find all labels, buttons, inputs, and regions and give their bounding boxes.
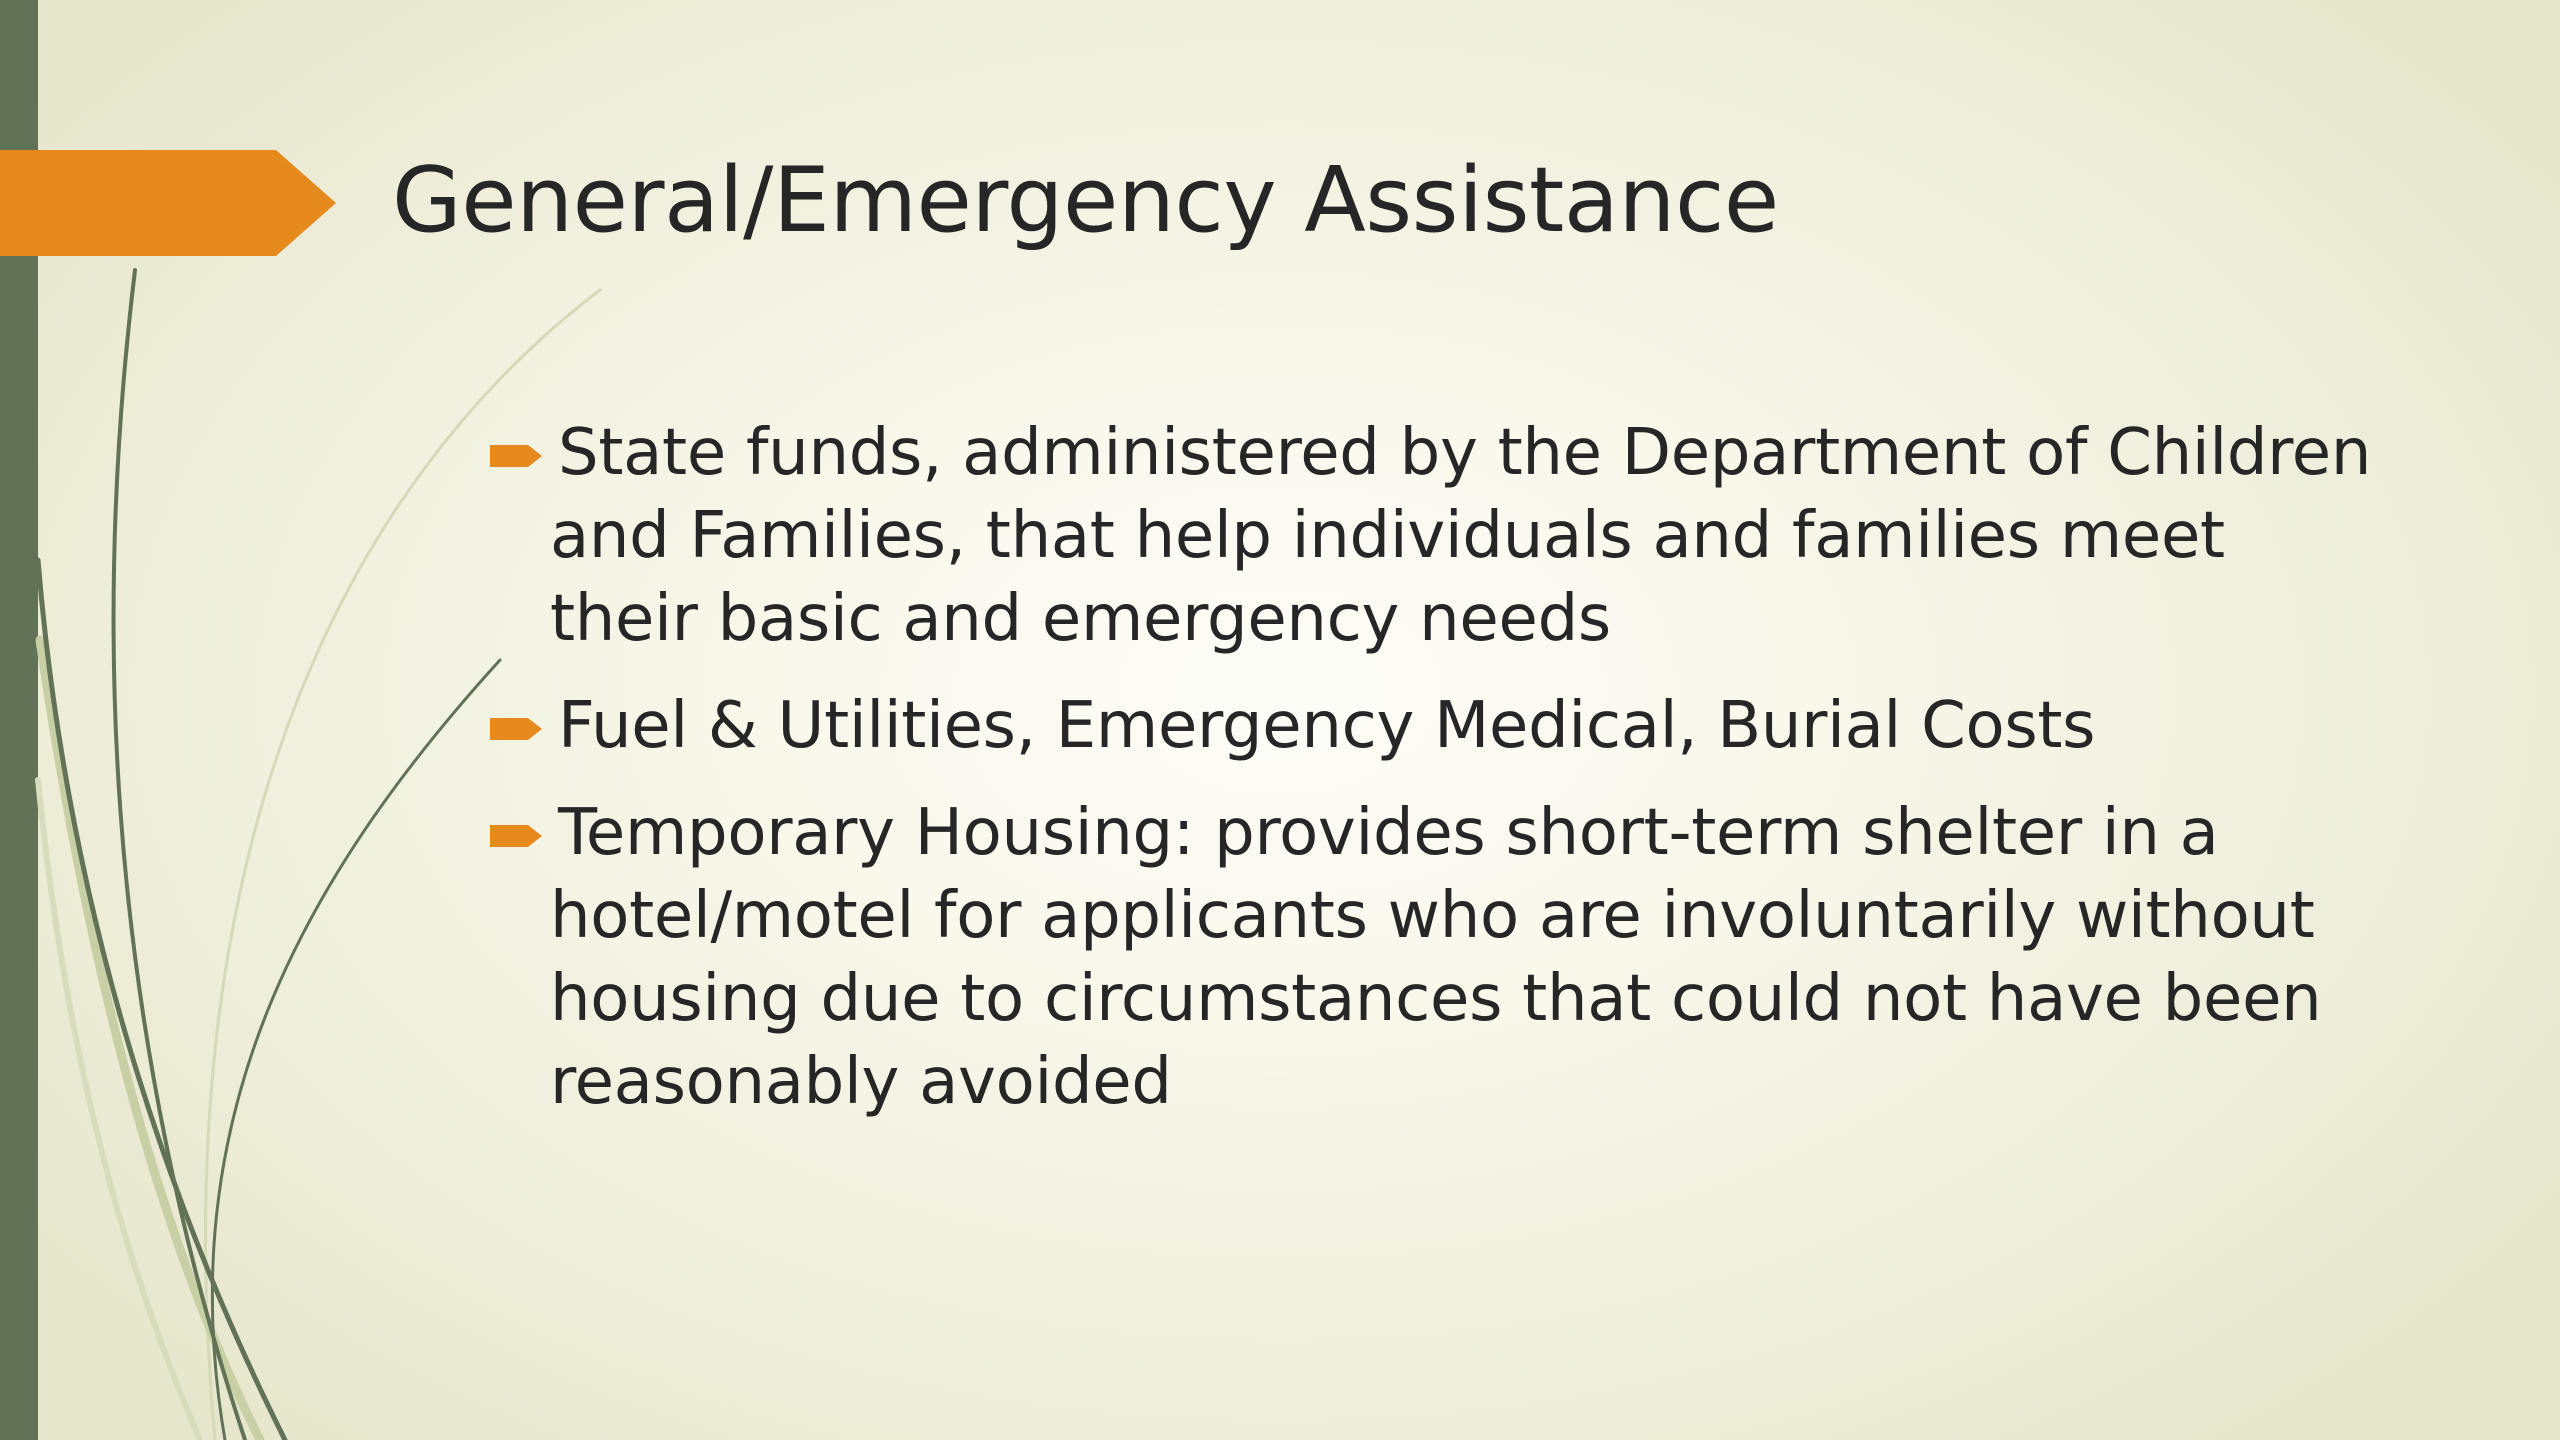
bullet-item <box>490 792 2390 1124</box>
slide-title: General/Emergency Assistance <box>392 148 1779 253</box>
arrow-bullet-icon <box>490 442 542 470</box>
bullet-text: Fuel & Utilities, Emergency Medical, Burial Costs <box>558 689 2096 763</box>
blade-dark-2 <box>38 560 285 1440</box>
arrow-bullet-icon <box>490 715 542 743</box>
bullet-item <box>490 685 2390 768</box>
bullet-text: State funds, administered by the Department of Children and Families, that help individuals and families meet their basic and emergency needs <box>550 416 2372 656</box>
arrow-bullet-icon <box>490 822 542 850</box>
blade-dark-3 <box>212 660 500 1440</box>
bullet-text: Temporary Housing: provides short-term shelter in a hotel/motel for applicants who are involuntarily without housing due to circumstances that could not have been reasonably avoided <box>550 796 2322 1119</box>
title-accent-arrow <box>0 150 336 256</box>
bullet-item <box>490 412 2390 661</box>
blade-light-3 <box>38 780 200 1440</box>
bullet-list <box>490 412 2390 1148</box>
